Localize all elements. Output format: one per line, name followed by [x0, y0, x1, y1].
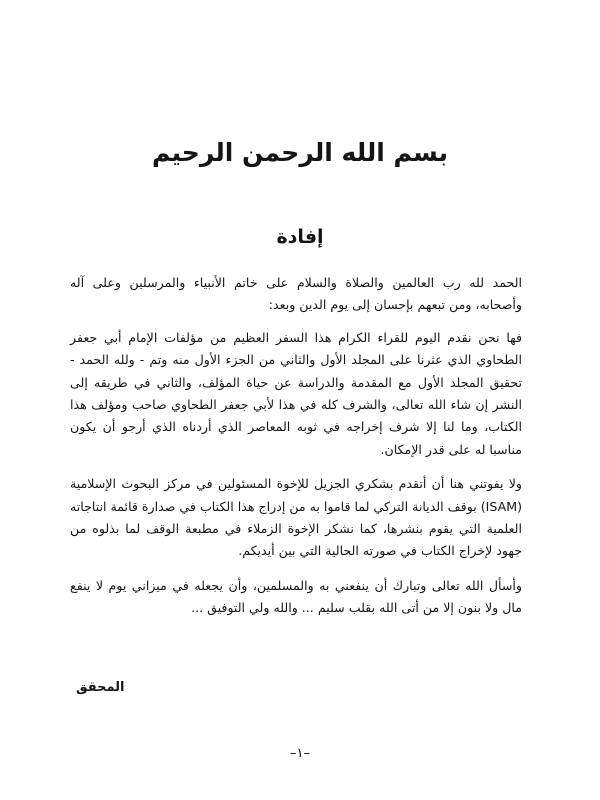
paragraph-introduction: فها نحن نقدم اليوم للقراء الكرام هذا السفر العظيم من مؤلفات الإمام أبي جعفر الطحاوي الذي عثرنا على المجلد الأول والثاني من الجزء الأول منه وتم - ولله الحمد - تحقيق المجلد الأول مع المقدمة والدراسة عن حياة المؤلف، والثاني في طريقه إلى النشر إن شاء الله تعالى، والشرف كله في هذا لأبي جعفر الطحاوي صاحب ومؤلف هذا الكتاب، وما لنا إلا شرف إخراجه في ثوبه المعاصر الذي أردناه الذي أرجو أن يكون مناسبا له على قدر الإمكان. — [70, 329, 522, 457]
paragraph-opening: الحمد لله رب العالمين والصلاة والسلام على خاتم الأنبياء والمرسلين وعلى آله وأصحابه، ومن تبعهم بإحسان إلى يوم الدين وبعد: — [70, 275, 522, 313]
basmala-title: بسم الله الرحمن الرحيم — [152, 138, 448, 167]
signature: المحقق — [76, 680, 125, 695]
page-heading: إفادة — [276, 226, 324, 248]
paragraph-closing-prayer: وأسأل الله تعالى وتبارك أن ينفعني به والمسلمين، وأن يجعله في ميزاني يوم لا ينفع مال ولا بنون إلا من أتى الله بقلب سليم ... والله ولي التوفيق ... — [70, 577, 522, 616]
paragraph-acknowledgement: ولا يفوتني هنا أن أتقدم بشكري الجزيل للإخوة المسئولين في مركز البحوث الإسلامية (ISAM) بوقف الديانة التركي لما قاموا به من إدراج هذا الكتاب في صدارة قائمة انتاجاته العلمية التي يقوم بنشرها، كما نشكر الإخوة الزملاء في مطبعة الوقف لما بذلوه من جهود لإخراج الكتاب في صورته الحالية التي بين أيديكم. — [70, 476, 522, 559]
page-number: –١– — [290, 746, 310, 761]
body-text — [70, 272, 522, 632]
